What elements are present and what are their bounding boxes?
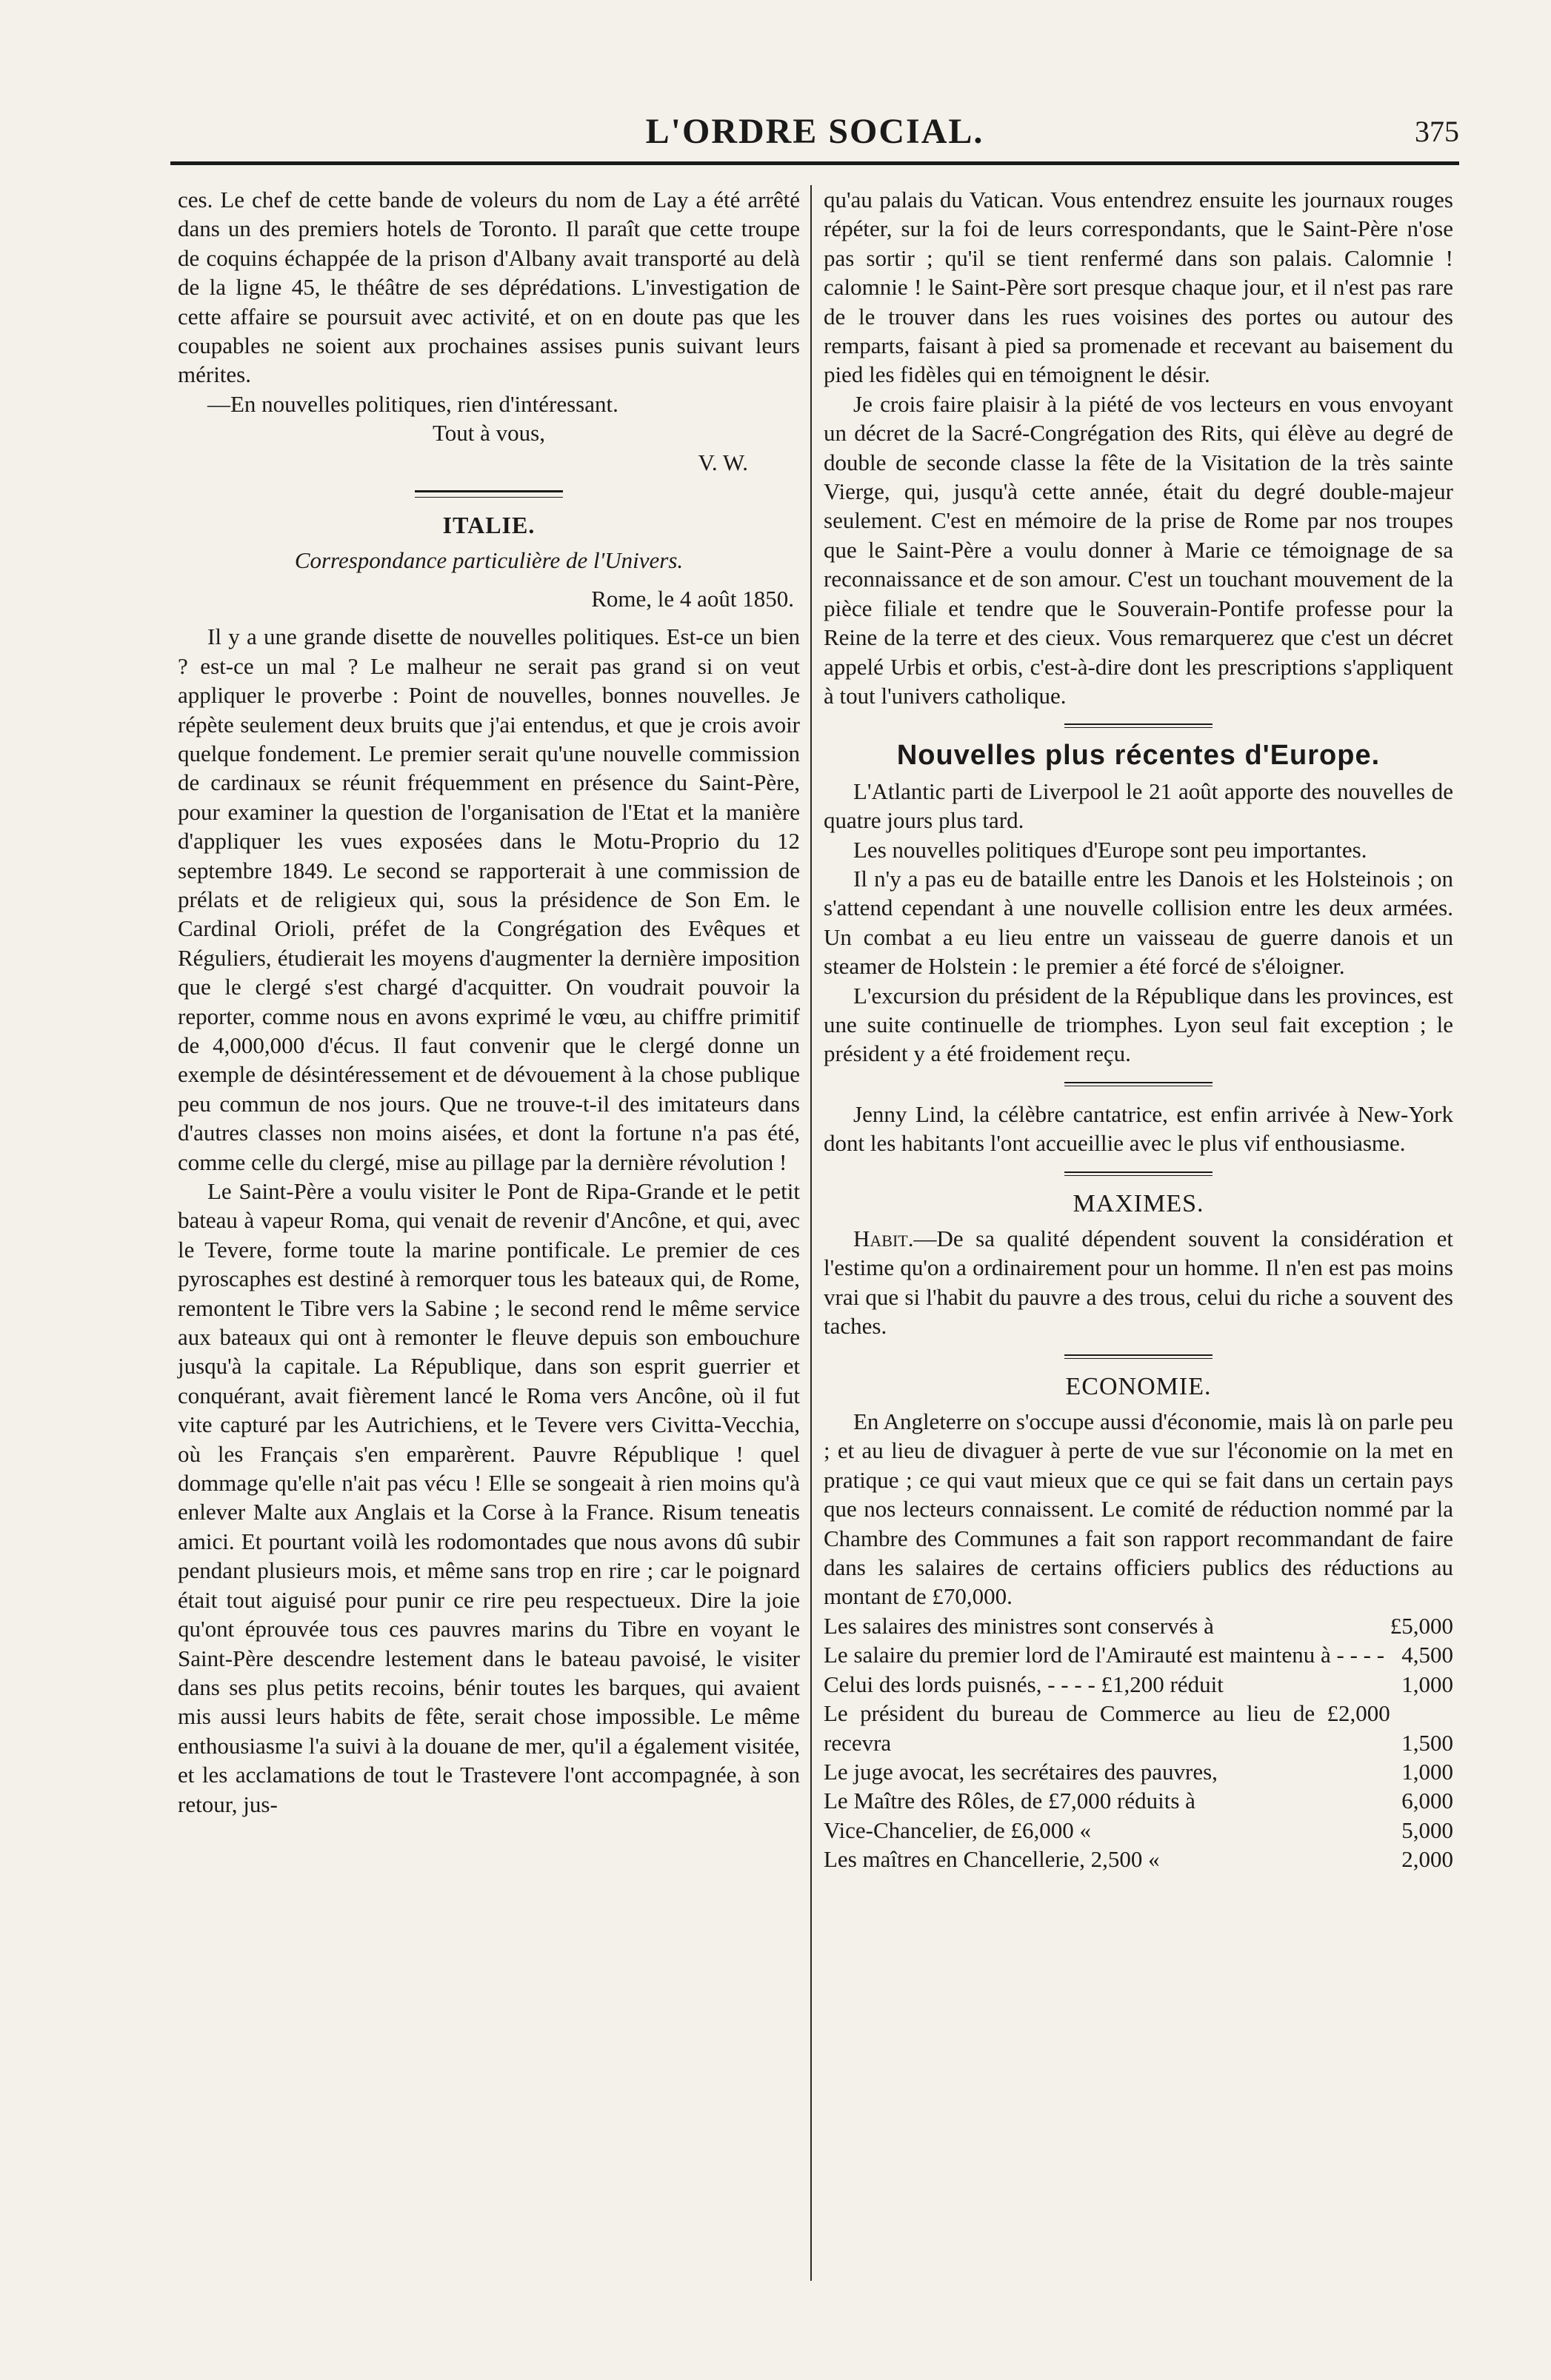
section-rule [1064,1171,1213,1176]
salary-label: Le juge avocat, les secrétaires des pauvres, [824,1758,1218,1785]
italie-title: ITALIE. [442,512,536,539]
page-number: 375 [1415,115,1459,148]
page-header [170,111,1459,170]
salary-amount: 5,000 [1401,1816,1453,1843]
table-row [824,1670,1453,1699]
section-rule [1064,1354,1213,1359]
intro-paragraph: ces. Le chef de cette bande de voleurs du nom de Lay a été arrêté dans un des premiers hotels de Toronto. Il paraît que cette troupe de coquins échappée de la prison d'Albany avait transporté au delà de la ligne 45, le théâtre de ses déprédations. L'investigation de cette affaire se poursuit avec activité, et on en doute pas que les coupables ne soient aux prochaines assises punis suivant leurs mérites. [178,187,800,388]
section-rule [415,490,563,498]
salary-label: Les maîtres en Chancellerie, 2,500 « [824,1846,1160,1873]
salary-label: Le président du bureau de Commerce au lieu de £2,000 recevra [824,1700,1390,1756]
salary-amount: £5,000 [1390,1612,1453,1639]
table-row [824,1699,1453,1757]
salary-amount: 2,000 [1401,1846,1453,1873]
table-row [824,1757,1453,1786]
left-column [178,185,800,1819]
maximes-paragraph [824,1224,1453,1341]
salary-amount: 4,500 [1401,1642,1453,1668]
economie-paragraph: En Angleterre on s'occupe aussi d'économie, mais là on parle peu ; et au lieu de divaguer à perte de vue sur l'économie on la met en pratique ; ce qui vaut mieux que ce qui se fait dans un certain pays que nos lecteurs connaissent. Le comité de réduction nommé par la Chambre des Communes a fait son rapport recommandant de faire dans les salaires de certains officiers publics des réductions au montant de £70,000. [824,1408,1453,1610]
europe-title: Nouvelles plus récentes d'Europe. [896,740,1381,772]
maximes-lead: Habit. [853,1226,914,1251]
closing-line: Tout à vous, [433,420,545,447]
salary-amount: 1,000 [1401,1758,1453,1785]
jenny-lind-paragraph: Jenny Lind, la célèbre cantatrice, est enfin arrivée à New-York dont les habitants l'ont accueillie avec le plus vif enthousiasme. [824,1100,1453,1157]
table-row [824,1640,1453,1669]
header-rule [170,161,1459,165]
economie-title: ECONOMIE. [1065,1372,1212,1400]
europe-paragraph: Il n'y a pas eu de bataille entre les Danois et les Holsteinois ; on s'attend cependant à une nouvelle collision entre les deux armées. Un combat a eu lieu entre un vaisseau de guerre danois et un steamer de Holstein : le premier a été forcé de s'éloigner. [824,865,1453,980]
column-divider [810,185,812,2281]
table-row [824,1611,1453,1640]
italie-subtitle: Correspondance particulière de l'Univers. [294,547,684,574]
section-rule [1064,723,1213,728]
europe-paragraph: L'Atlantic parti de Liverpool le 21 août apporte des nouvelles de quatre jours plus tard. [824,778,1453,834]
salary-label: Les salaires des ministres sont conservés à [824,1612,1214,1639]
maximes-text: —De sa qualité dépendent souvent la considération et l'estime qu'on a ordinairement pour un homme. Il n'en est pas moins vrai que si l'habit du pauvre a des trous, celui du riche a souvent des taches. [824,1226,1453,1340]
signature: V. W. [698,449,748,475]
salary-label: Le salaire du premier lord de l'Amirauté est maintenu à - - - - [824,1642,1385,1668]
journal-title: L'ORDRE SOCIAL. [645,112,984,151]
salary-label: Vice-Chancelier, de £6,000 « [824,1816,1092,1843]
salary-amount: 1,000 [1401,1671,1453,1697]
italie-paragraph-1: Il y a une grande disette de nouvelles politiques. Est-ce un bien ? est-ce un mal ? Le malheur ne serait pas grand si on veut appliquer le proverbe : Point de nouvelles, bonnes nouvelles. Je répète seulement deux bruits que j'ai entendus, et que je crois avoir quelque fondement. Le premier serait qu'une nouvelle commission de cardinaux se réunit fréquemment en présence du Saint-Père, pour examiner la question de l'organisation de l'Etat et la manière d'appliquer les vues exposées dans le Motu-Proprio du 12 septembre 1849. Le second se rapporterait à une commission de prélats et de religieux qui, sous la présidence de Son Em. le Cardinal Orioli, préfet de la Congrégation des Evêques et Réguliers, étudierait les moyens d'augmenter la dernière imposition que le clergé s'est chargé d'acquitter. On voudrait pouvoir la reporter, comme nous en avons exprimé le vœu, au chiffre primitif de 4,000,000 d'écus. Il faut convenir que le clergé donne un exemple de désintéressement et de dévouement à la chose publique peu commun de nos jours. Que ne trouve-t-il des imitateurs dans d'autres classes non moins aisées, et dont la fortune n'a pas été, comme celle du clergé, mise au pillage par la dernière révolution ! [178,624,800,1175]
europe-paragraph: Les nouvelles politiques d'Europe sont peu importantes. [853,836,1367,863]
salary-label: Celui des lords puisnés, - - - - £1,200 réduit [824,1671,1224,1697]
right-column [824,185,1453,1874]
europe-paragraph: L'excursion du président de la République dans les provinces, est une suite continuelle de triomphes. Lyon seul fait exception ; le président y a été froidement reçu. [824,982,1453,1067]
salary-amount: 1,500 [1401,1729,1453,1756]
section-rule [1064,1082,1213,1086]
salary-label: Le Maître des Rôles, de £7,000 réduits à [824,1788,1195,1814]
table-row [824,1816,1453,1845]
salary-amount: 6,000 [1401,1788,1453,1814]
table-row [824,1845,1453,1873]
table-row [824,1786,1453,1815]
politics-line: —En nouvelles politiques, rien d'intéressant. [207,390,618,417]
italie-dateline: Rome, le 4 août 1850. [591,585,794,612]
continuation-paragraph: qu'au palais du Vatican. Vous entendrez ensuite les journaux rouges répéter, sur la foi de leurs correspondants, que le Saint-Père n'ose pas sortir ; qu'il se tient renfermé dans son palais. Calomnie ! calomnie ! le Saint-Père sort presque chaque jour, et il n'est pas rare de le trouver dans les rues voisines des portes ou autour des remparts, faisant à pied sa promenade et recevant au baisement du pied les fidèles qui en témoignent le désir. [824,187,1453,388]
signature-block [178,448,800,477]
italie-paragraph-2: Le Saint-Père a voulu visiter le Pont de Ripa-Grande et le petit bateau à vapeur Roma, qui venait de revenir d'Ancône, et qui, avec le Tevere, forme toute la marine pontificale. Le premier de ces pyroscaphes est destiné à remorquer tous les bateaux qui, de Rome, remontent le Tibre vers la Sabine ; le second rend le même service aux bateaux qui ont à remonter le fleuve depuis son embouchure jusqu'à la capitale. La République, dans son esprit guerrier et conquérant, avait fièrement lancé le Roma vers Ancône, où il fut vite capturé par les Autrichiens, et le Tevere vers Civitta-Vecchia, où les Français s'en emparèrent. Pauvre République ! quel dommage qu'elle n'ait pas vécu ! Elle se songeait à rien moins qu'à enlever Malte aux Anglais et la Corse à la France. Risum teneatis amici. Et pourtant voilà les rodomontades que nous avons dû subir pendant plusieurs mois, et même sans trop en rire ; car le poignard était tout aiguisé pour punir ce rire peu respectueux. Dire la joie qu'ont éprouvée tous ces pauvres marins du Tibre en voyant le Saint-Père descendre lestement dans le bateau pavoisé, le visiter dans ses plus petits recoins, bénir toutes les barques, qui avaient mis aussi leurs habits de fête, serait chose impossible. Le même enthousiasme l'a suivi à la douane de mer, qu'il a également visitée, et les acclamations de tout le Trastevere l'ont accompagnée, à son retour, jus- [178,1178,800,1817]
decree-paragraph: Je crois faire plaisir à la piété de vos lecteurs en vous envoyant un décret de la Sacré-Congrégation des Rits, qui élève au degré de double de seconde classe la fête de la Visitation de la très sainte Vierge, qui, jusqu'à cette année, était du degré double-majeur seulement. C'est en mémoire de la prise de Rome par nos troupes que le Saint-Père a voulu donner à Marie ce témoignage de sa reconnaissance et de son amour. C'est un touchant mouvement de la pièce filiale et tendre que le Souverain-Pontife professe pour la Reine de la terre et des cieux. Vous remarquerez que c'est un décret appelé Urbis et orbis, c'est-à-dire dont les prescriptions s'appliquent à tout l'univers catholique. [824,390,1453,709]
salary-table [824,1611,1453,1874]
maximes-title: MAXIMES. [1073,1189,1204,1217]
